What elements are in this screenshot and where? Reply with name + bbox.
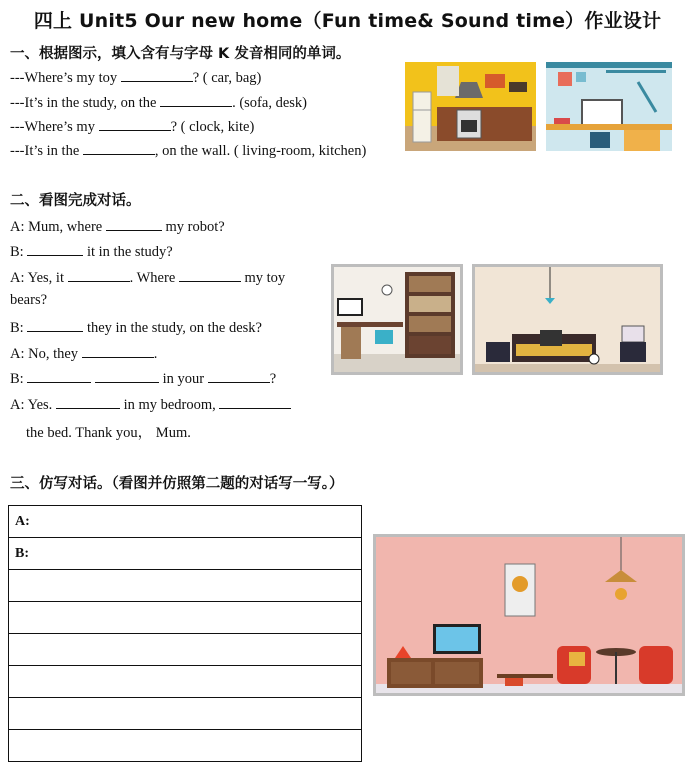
line-text: ---Where’s my xyxy=(10,119,95,135)
answer-blank[interactable] xyxy=(27,241,83,256)
answer-blank[interactable] xyxy=(219,394,291,409)
part2-heading: 二、看图完成对话。 xyxy=(10,193,141,209)
answer-blank[interactable] xyxy=(95,368,159,383)
line-text: A: No, they xyxy=(10,346,79,362)
table-row xyxy=(9,634,362,666)
writing-row[interactable]: B: xyxy=(9,538,362,570)
study-room-picture xyxy=(331,264,463,375)
writing-row[interactable] xyxy=(9,730,362,762)
answer-blank[interactable] xyxy=(160,92,232,107)
kitchen-picture xyxy=(405,62,536,151)
part1-line-2 xyxy=(10,92,307,112)
dialog-line: the bed. Thank you， Mum. xyxy=(26,425,191,441)
dialog-line xyxy=(10,216,225,236)
answer-blank[interactable] xyxy=(99,116,171,131)
answer-blank[interactable] xyxy=(27,368,91,383)
part3-heading: 三、仿写对话。（看图并仿照第二题的对话写一写。） xyxy=(10,476,344,492)
dialog-line xyxy=(10,317,262,337)
answer-blank[interactable] xyxy=(208,368,270,383)
line-text: ---It’s in the study, on the xyxy=(10,95,157,111)
line-text: . xyxy=(153,346,158,362)
line-text: B: xyxy=(10,320,24,336)
line-text: B: xyxy=(10,371,24,387)
page-title: 四上 Unit5 Our new home（Fun time& Sound time）作业设计 xyxy=(33,10,662,32)
line-text: my robot? xyxy=(165,219,225,235)
answer-blank[interactable] xyxy=(106,216,162,231)
writing-row[interactable] xyxy=(9,634,362,666)
answer-blank[interactable] xyxy=(83,140,155,155)
table-row xyxy=(9,698,362,730)
writing-row[interactable] xyxy=(9,602,362,634)
dialog-line xyxy=(10,368,276,388)
line-text: . (sofa, desk) xyxy=(232,95,307,111)
line-text: B: xyxy=(10,244,24,260)
answer-blank[interactable] xyxy=(56,394,120,409)
table-row xyxy=(9,730,362,762)
dialog-line xyxy=(10,241,173,261)
line-text: my toy xyxy=(244,270,286,286)
line-text: ---Where’s my toy xyxy=(10,70,118,86)
line-text: A: Yes. xyxy=(10,397,53,413)
table-row xyxy=(9,506,362,538)
dialog-line xyxy=(10,343,157,363)
study-picture xyxy=(546,62,672,151)
table-row xyxy=(9,666,362,698)
bedroom-picture xyxy=(472,264,663,375)
living-room-picture xyxy=(373,534,685,696)
part1-line-3 xyxy=(10,116,254,136)
line-text: it in the study? xyxy=(86,244,173,260)
table-row xyxy=(9,602,362,634)
line-text: ? ( clock, kite) xyxy=(170,119,255,135)
line-text: ? xyxy=(269,371,277,387)
dialog-line xyxy=(10,394,291,414)
part1-line-1 xyxy=(10,67,261,87)
table-row xyxy=(9,570,362,602)
part1-heading: 一、根据图示，填入含有与字母 K 发音相同的单词。 xyxy=(10,46,351,62)
answer-blank[interactable] xyxy=(179,267,241,282)
line-text: in my bedroom, xyxy=(123,397,216,413)
line-text: ---It’s in the xyxy=(10,143,80,159)
answer-blank[interactable] xyxy=(27,317,83,332)
dialog-line xyxy=(10,267,285,287)
line-text: in your xyxy=(162,371,205,387)
answer-blank[interactable] xyxy=(82,343,154,358)
answer-blank[interactable] xyxy=(121,67,193,82)
writing-row[interactable] xyxy=(9,570,362,602)
line-text: , on the wall. ( living-room, kitchen) xyxy=(154,143,367,159)
line-text: A: Mum, where xyxy=(10,219,103,235)
writing-row[interactable] xyxy=(9,698,362,730)
line-text: they in the study, on the desk? xyxy=(86,320,262,336)
writing-row[interactable] xyxy=(9,666,362,698)
writing-row[interactable]: A: xyxy=(9,506,362,538)
part1-line-4 xyxy=(10,140,366,160)
answer-blank[interactable] xyxy=(68,267,130,282)
dialog-line: bears? xyxy=(10,292,48,308)
line-text: ? ( car, bag) xyxy=(192,70,262,86)
writing-table xyxy=(8,505,362,762)
line-text: . Where xyxy=(129,270,176,286)
line-text: A: Yes, it xyxy=(10,270,64,286)
table-row xyxy=(9,538,362,570)
